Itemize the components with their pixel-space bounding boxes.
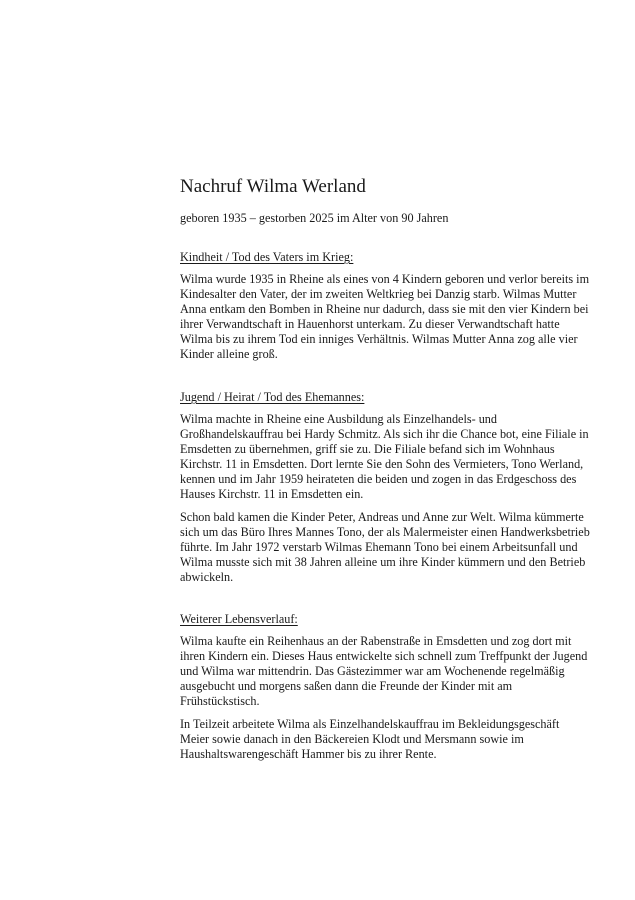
section-heading: Weiterer Lebensverlauf:	[180, 612, 298, 626]
paragraph: Schon bald kamen die Kinder Peter, Andreas und Anne zur Welt. Wilma kümmerte sich um das Büro Ihres Mannes Tono, der als Malermeister einen Handwerksbetrieb führte. Im Jahr 1972 verstarb Wilmas Ehemann Tono bei einem Arbeitsunfall und Wilma musste sich mit 38 Jahren alleine um ihre Kinder kümmern und den Betrieb abwickeln.	[180, 510, 590, 584]
paragraph: Wilma kaufte ein Reihenhaus an der Rabenstraße in Emsdetten und zog dort mit ihren Kindern ein. Dieses Haus entwickelte sich schnell zum Treffpunkt der Jugend und Wilma war mittendrin. Das Gästezimmer war am Wochenende regelmäßig ausgebucht und morgens saßen dann die Freunde der Kinder mit am Frühstückstisch.	[180, 634, 588, 708]
section-heading: Kindheit / Tod des Vaters im Krieg:	[180, 250, 354, 264]
paragraph: Wilma wurde 1935 in Rheine als eines von 4 Kindern geboren und verlor bereits im Kindesalter den Vater, der im zweiten Weltkrieg bei Danzig starb. Wilmas Mutter Anna entkam den Bomben in Rheine nur dadurch, dass sie mit den vier Kindern bei ihrer Verwandtschaft in Hauenhorst unterkam. Zu dieser Verwandtschaft hatte Wilma bis zu ihrem Tod ein inniges Verhältnis. Wilmas Mutter Anna zog alle vier Kinder alleine groß.	[180, 272, 590, 361]
section-youth-marriage	[180, 390, 590, 585]
document-page	[180, 176, 590, 770]
paragraph: Wilma machte in Rheine eine Ausbildung als Einzelhandels- und Großhandelskauffrau bei Hardy Schmitz. Als sich ihr die Chance bot, eine Filiale in Emsdetten zu übernehmen, griff sie zu. Die Filiale befand sich im Wohnhaus Kirchstr. 11 in Emsdetten. Dort lernte Sie den Sohn des Vermieters, Tono Werland, kennen und im Jahr 1959 heirateten die beiden und zogen in das Erdgeschoss des Hauses Kirchstr. 11 in Emsdetten ein.	[180, 412, 589, 501]
section-childhood	[180, 250, 590, 362]
paragraph: In Teilzeit arbeitete Wilma als Einzelhandelskauffrau im Bekleidungsgeschäft Meier sowie danach in den Bäckereien Klodt und Mersmann sowie im Haushaltswarengeschäft Hammer bis zu ihrer Rente.	[180, 717, 560, 761]
section-later-life	[180, 612, 590, 762]
section-heading: Jugend / Heirat / Tod des Ehemannes:	[180, 390, 365, 404]
life-dates-subtitle: geboren 1935 – gestorben 2025 im Alter von 90 Jahren	[180, 211, 449, 225]
page-title: Nachruf Wilma Werland	[180, 176, 366, 197]
